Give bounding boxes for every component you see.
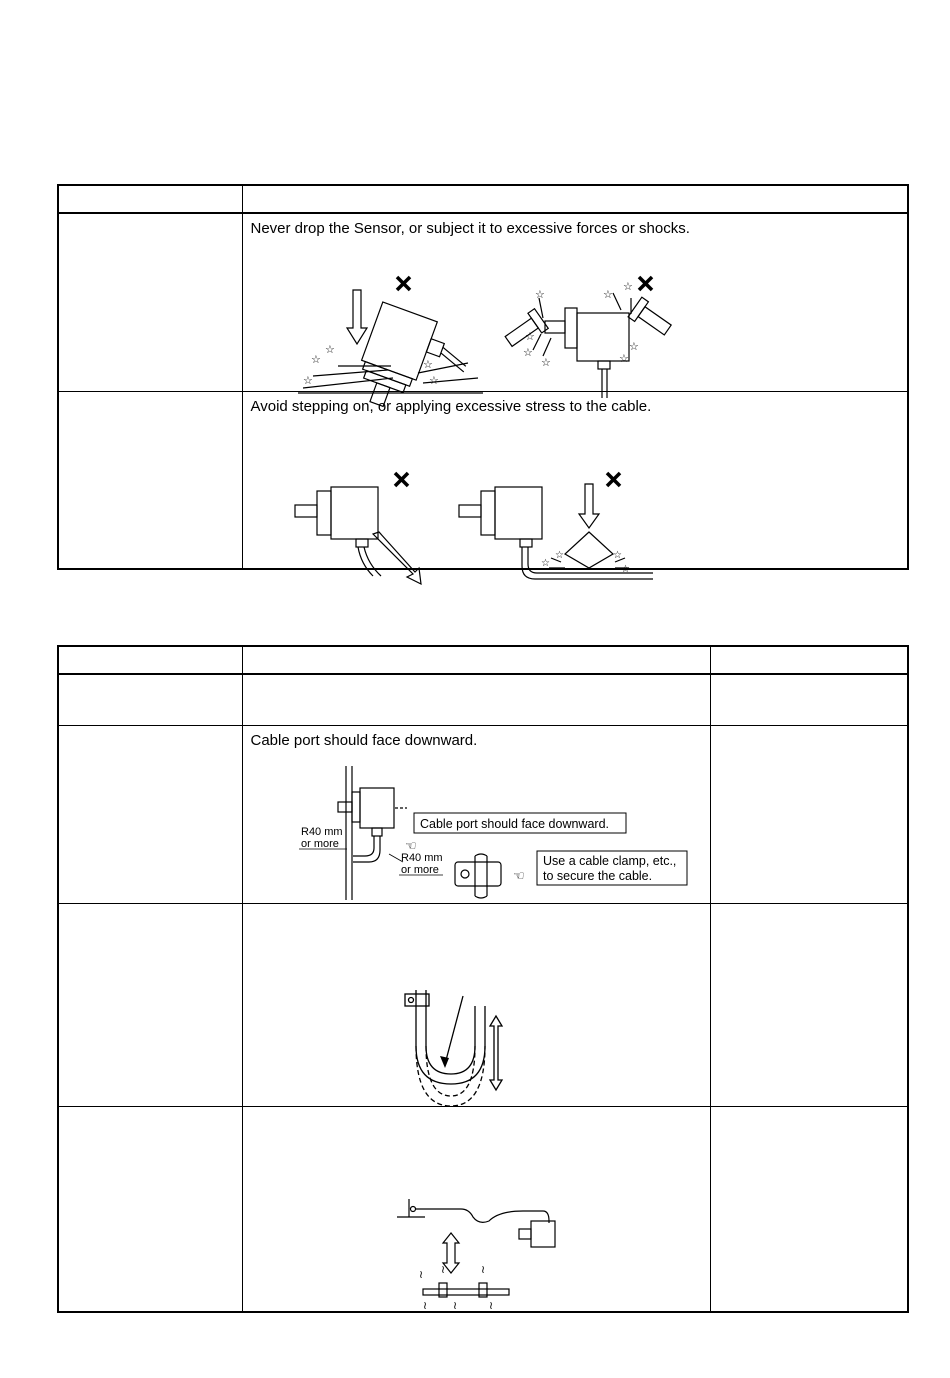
table-row [58,903,908,1106]
row-label-cell [58,213,242,391]
table-row [58,725,908,903]
svg-text:to secure the cable.: to secure the cable. [542,868,652,883]
row-content-cell [242,391,908,575]
row-remarks-cell [710,674,908,725]
vibration-illustration [243,1113,709,1311]
svg-text:R40 mm: R40 mm [400,851,443,864]
row-label-cell [58,725,242,903]
svg-text:≀: ≀ [452,1298,457,1312]
svg-text:≀: ≀ [440,1262,445,1276]
table-row [58,674,908,725]
radius-label-2 [389,852,443,876]
prohibited-x-icon-1 [397,277,410,290]
header-cell-remarks [710,646,908,674]
svg-text:≀: ≀ [488,1298,493,1312]
svg-text:☆: ☆ [428,374,439,387]
svg-text:☆: ☆ [628,340,639,353]
vibration-mark-icons [419,1263,493,1312]
row-label-cell [58,1106,242,1312]
row-label-cell [58,391,242,569]
pointing-hand-icon: ☜ [404,838,417,854]
prohibited-x-icon-4 [607,473,620,486]
prohibited-x-icon-2 [639,277,652,290]
drop-shock-illustration [243,238,907,388]
row-content-cell [242,725,710,903]
cable-port-illustration [243,750,709,900]
svg-text:or more: or more [300,837,339,850]
u-bend-cable-figure [405,990,502,1106]
header-cell-item [58,646,242,674]
row-remarks-cell [710,903,908,1106]
svg-text:≀: ≀ [480,1262,485,1276]
svg-text:R40 mm: R40 mm [300,825,343,838]
svg-text:☆: ☆ [534,288,545,301]
svg-text:☆: ☆ [540,557,550,569]
svg-text:or more: or more [400,863,439,876]
svg-text:☆: ☆ [324,343,335,356]
cable-clamp-figure [455,854,501,898]
drop-warning-text: Never drop the Sensor, or subject it to excessive forces or shocks. [250,220,690,237]
table-row [58,1106,908,1312]
row-content-cell [242,213,908,391]
svg-text:☆: ☆ [522,346,533,359]
svg-text:☆: ☆ [612,549,622,561]
pointing-hand-icon: ☜ [512,868,525,884]
table-row [58,213,908,391]
svg-text:☆: ☆ [618,352,629,365]
table-row [58,391,908,569]
table-header-row [58,185,908,213]
cable-bending-illustration [243,910,709,1106]
svg-text:≀: ≀ [418,1267,423,1281]
header-cell-description [242,185,908,213]
svg-text:☆: ☆ [310,353,321,366]
callout-box-1 [414,813,626,833]
row-label-cell [58,674,242,725]
svg-text:Use a cable clamp, etc.,: Use a cable clamp, etc., [542,853,676,868]
prohibited-x-icon-3 [395,473,408,486]
svg-text:☆: ☆ [554,549,564,561]
handling-precautions-table [57,184,909,575]
svg-text:☆: ☆ [540,356,551,369]
row-label-cell [58,903,242,1106]
row-remarks-cell [710,725,908,903]
svg-text:☆: ☆ [524,330,535,343]
row-content-cell [242,903,710,1106]
cable-stress-illustration [243,416,907,575]
mounted-sensor-figure [338,766,407,900]
cable-stress-warning-text: Avoid stepping on, or applying excessive stress to the cable. [250,397,652,415]
installation-precautions-table [57,645,909,1313]
svg-text:≀: ≀ [422,1298,427,1312]
callout-box-2 [537,851,687,885]
vibrating-cable-figure [397,1199,555,1297]
cable-port-direction-text: Cable port should face downward. [250,731,478,749]
svg-text:☆: ☆ [602,288,613,301]
svg-text:☆: ☆ [302,374,313,387]
header-cell-description [242,646,710,674]
row-remarks-cell [710,1106,908,1312]
radius-label-1 [299,826,347,850]
row-content-cell [242,1106,710,1312]
svg-text:☆: ☆ [622,280,633,293]
table-header-row [58,646,908,674]
row-content-cell [242,674,710,725]
header-cell-item [58,185,242,213]
svg-text:☆: ☆ [422,358,433,371]
cable-pulled-figure [295,487,421,584]
svg-text:☆: ☆ [620,563,630,575]
svg-text:Cable port should face downwar: Cable port should face downward. [419,816,609,831]
